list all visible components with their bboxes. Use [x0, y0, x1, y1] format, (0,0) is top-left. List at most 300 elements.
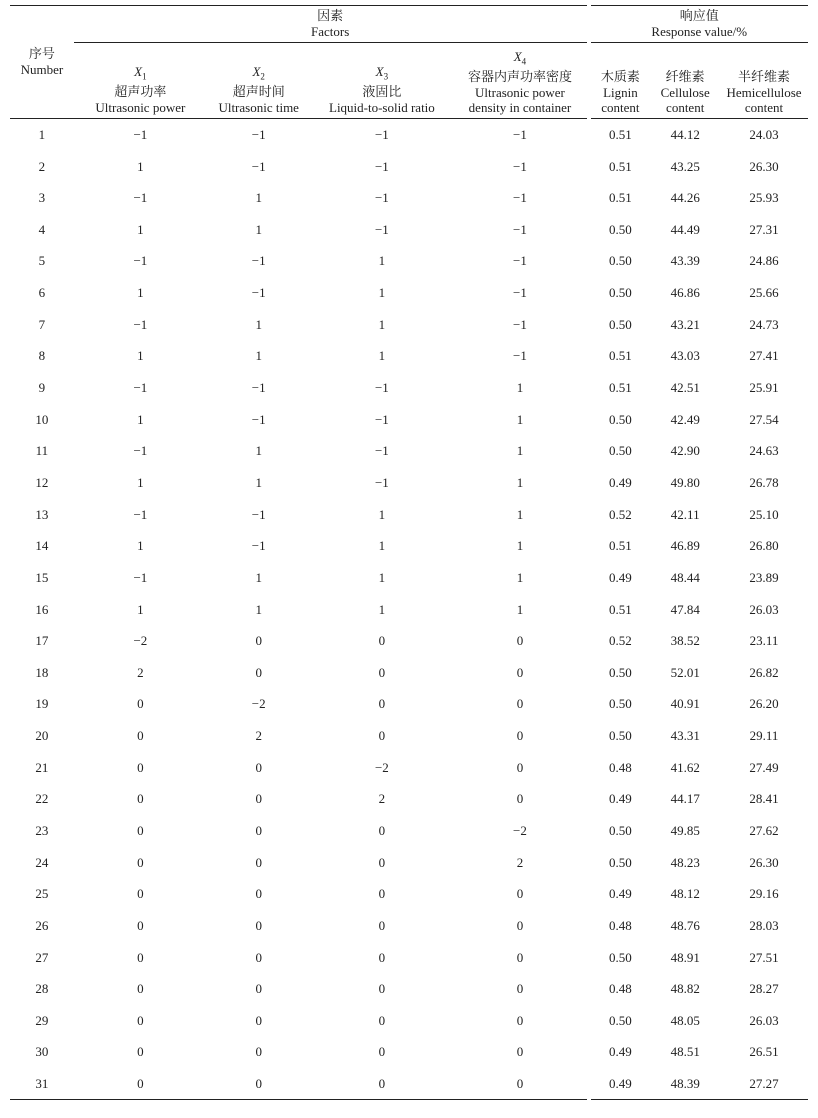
cell-x1: −1	[133, 253, 148, 269]
cell-number: 13	[35, 506, 49, 522]
cell-number: 20	[35, 728, 49, 744]
cell-number: 5	[38, 253, 46, 269]
cell-x1: 0	[137, 728, 144, 744]
table-row	[10, 593, 808, 625]
cell-cellulose: 41.62	[670, 759, 700, 775]
cell-x3: −1	[374, 411, 389, 427]
cell-x1: 1	[137, 538, 144, 554]
table-row	[10, 815, 808, 847]
cell-hemicellulose: 23.11	[749, 633, 779, 649]
cell-lignin: 0.50	[589, 403, 651, 435]
x1-en: Ultrasonic power	[95, 99, 186, 115]
factors-header-en: Factors	[311, 24, 350, 39]
cellulose-cn: 纤维素	[665, 69, 705, 85]
cell-x4: −1	[453, 182, 588, 214]
cell-x2: 1	[255, 190, 262, 206]
cell-x4: 0	[453, 720, 588, 752]
cell-x1: −1	[133, 126, 148, 142]
cell-lignin: 0.50	[589, 277, 651, 309]
cell-x3: 1	[378, 506, 386, 522]
cell-x1: −1	[133, 443, 148, 459]
table-row	[10, 403, 808, 435]
cell-number: 30	[35, 1044, 49, 1060]
cell-cellulose: 48.82	[670, 981, 700, 997]
cell-lignin: 0.48	[589, 973, 651, 1005]
cell-x1: 2	[137, 664, 144, 680]
cell-x2: −1	[251, 411, 266, 427]
cell-cellulose: 42.11	[670, 506, 700, 522]
table-row	[10, 245, 808, 277]
cell-x3: −1	[374, 190, 389, 206]
x1-sub: 1	[142, 71, 147, 82]
cell-x2: 0	[255, 886, 262, 902]
cell-x1: 1	[137, 474, 144, 490]
cell-x1: 0	[137, 1076, 144, 1092]
cell-x4: 1	[453, 562, 588, 594]
cell-x4: −1	[453, 214, 588, 246]
cell-lignin: 0.51	[589, 182, 651, 214]
cell-cellulose: 38.52	[670, 633, 700, 649]
cell-x4: −1	[453, 277, 588, 309]
table-row	[10, 182, 808, 214]
x2-en: Ultrasonic time	[218, 99, 299, 115]
cell-x2: 0	[255, 854, 262, 870]
cell-cellulose: 44.26	[670, 190, 700, 206]
cell-number: 19	[35, 696, 49, 712]
cell-x2: 0	[255, 759, 262, 775]
cell-x3: −1	[374, 126, 389, 142]
cell-lignin: 0.49	[589, 878, 651, 910]
cell-x3: 1	[378, 316, 386, 332]
cell-number: 3	[38, 190, 46, 206]
cell-x1: 0	[137, 1044, 144, 1060]
x4-en2: density in container	[468, 99, 572, 115]
table-row	[10, 973, 808, 1005]
cell-x1: −1	[133, 190, 148, 206]
cell-number: 11	[35, 443, 49, 459]
cellulose-en2: content	[666, 99, 705, 115]
cell-x1: 0	[137, 696, 144, 712]
cell-hemicellulose: 28.03	[749, 917, 779, 933]
response-header-cn: 响应值	[679, 9, 719, 24]
x3-var: X	[375, 64, 384, 79]
lignin-en2: content	[601, 99, 640, 115]
cell-x1: 0	[137, 981, 144, 997]
cell-x3: 1	[378, 285, 386, 301]
cell-x2: 2	[255, 728, 262, 744]
x3-cn: 液固比	[362, 84, 402, 100]
cell-hemicellulose: 24.86	[749, 253, 779, 269]
cell-number: 17	[35, 633, 49, 649]
cell-x3: 0	[378, 696, 386, 712]
cell-cellulose: 43.21	[670, 316, 700, 332]
table-row	[10, 467, 808, 499]
cell-lignin: 0.51	[589, 118, 651, 150]
cell-number: 25	[35, 886, 49, 902]
cell-x1: 0	[137, 949, 144, 965]
cell-x4: 0	[453, 1036, 588, 1068]
factors-header-cn: 因素	[317, 9, 344, 24]
factors-group-header	[74, 6, 589, 43]
x3-header	[310, 43, 453, 119]
cell-x2: −1	[251, 126, 266, 142]
cell-cellulose: 43.31	[670, 728, 700, 744]
cell-cellulose: 48.91	[670, 949, 700, 965]
cell-x2: 0	[255, 949, 262, 965]
hemicellulose-en1: Hemicellulose	[726, 84, 802, 100]
cell-x2: −2	[251, 696, 266, 712]
cell-x1: −1	[133, 380, 148, 396]
cell-x2: 1	[255, 316, 262, 332]
cell-x2: −1	[251, 285, 266, 301]
x1-cn: 超声功率	[114, 84, 167, 100]
cell-hemicellulose: 25.93	[749, 190, 779, 206]
cell-x1: 1	[137, 411, 144, 427]
cell-hemicellulose: 28.41	[749, 791, 779, 807]
cell-lignin: 0.48	[589, 910, 651, 942]
table-row	[10, 656, 808, 688]
table-row	[10, 625, 808, 657]
cell-number: 14	[35, 538, 49, 554]
number-header	[10, 6, 74, 119]
cell-x3: 0	[378, 633, 386, 649]
cell-x4: 0	[453, 973, 588, 1005]
cell-hemicellulose: 25.66	[749, 285, 779, 301]
cell-lignin: 0.50	[589, 941, 651, 973]
cell-hemicellulose: 29.16	[749, 886, 779, 902]
lignin-cn: 木质素	[600, 69, 640, 85]
cell-x1: 1	[137, 285, 144, 301]
table-row	[10, 435, 808, 467]
cell-hemicellulose: 24.63	[749, 443, 779, 459]
cell-x3: 1	[378, 601, 386, 617]
cell-x2: 0	[255, 917, 262, 933]
cell-lignin: 0.50	[589, 720, 651, 752]
cell-x4: 0	[453, 783, 588, 815]
cell-hemicellulose: 27.27	[749, 1076, 779, 1092]
cell-x2: 1	[255, 348, 262, 364]
cell-lignin: 0.50	[589, 656, 651, 688]
cell-lignin: 0.51	[589, 340, 651, 372]
cell-x4: 0	[453, 941, 588, 973]
response-group-header	[589, 6, 808, 43]
cell-x4: −1	[453, 308, 588, 340]
table-row	[10, 118, 808, 150]
cell-hemicellulose: 27.54	[749, 411, 779, 427]
cell-x3: 1	[378, 253, 386, 269]
x2-cn: 超声时间	[232, 84, 285, 100]
lignin-en1: Lignin	[603, 84, 638, 100]
cell-x1: 0	[137, 791, 144, 807]
cell-cellulose: 48.23	[670, 854, 700, 870]
cell-x4: −2	[453, 815, 588, 847]
x4-en1: Ultrasonic power	[475, 84, 565, 100]
cell-cellulose: 48.05	[670, 1012, 700, 1028]
cell-x3: 1	[378, 538, 386, 554]
cell-x2: 0	[255, 1076, 262, 1092]
cell-hemicellulose: 23.89	[749, 569, 779, 585]
table-row	[10, 214, 808, 246]
cell-lignin: 0.50	[589, 214, 651, 246]
cell-x1: −1	[133, 569, 148, 585]
cell-number: 24	[35, 854, 49, 870]
cell-hemicellulose: 28.27	[749, 981, 779, 997]
cell-cellulose: 44.12	[670, 126, 700, 142]
cell-x4: 1	[453, 372, 588, 404]
cell-cellulose: 48.44	[670, 569, 700, 585]
cell-lignin: 0.49	[589, 783, 651, 815]
cell-x3: 0	[378, 981, 386, 997]
cell-cellulose: 43.03	[670, 348, 700, 364]
table-row	[10, 688, 808, 720]
cell-x1: 0	[137, 759, 144, 775]
cell-x2: 0	[255, 823, 262, 838]
cell-x1: 0	[137, 1012, 144, 1028]
cell-cellulose: 52.01	[670, 664, 700, 680]
cell-x3: −1	[374, 158, 389, 174]
cell-lignin: 0.48	[589, 751, 651, 783]
cell-lignin: 0.51	[589, 150, 651, 182]
cell-x3: 0	[378, 664, 386, 680]
cell-number: 26	[35, 917, 49, 933]
table-row	[10, 562, 808, 594]
cell-number: 10	[35, 411, 49, 427]
cell-number: 22	[35, 791, 49, 807]
cell-x1: −1	[133, 316, 148, 332]
cell-x1: 0	[137, 886, 144, 902]
cell-number: 31	[35, 1076, 49, 1092]
x4-var: X	[513, 49, 522, 64]
table-row	[10, 1068, 808, 1100]
cell-hemicellulose: 24.03	[749, 126, 779, 142]
cell-x3: 0	[378, 1044, 386, 1060]
cell-lignin: 0.50	[589, 1005, 651, 1037]
table-row	[10, 340, 808, 372]
cell-lignin: 0.51	[589, 530, 651, 562]
lignin-header	[589, 43, 651, 119]
table-row	[10, 530, 808, 562]
hemicellulose-en2: content	[744, 99, 784, 115]
cell-x1: 0	[137, 854, 144, 870]
cell-x4: −1	[453, 340, 588, 372]
cell-hemicellulose: 27.51	[749, 949, 779, 965]
cellulose-header	[650, 43, 720, 119]
cell-x4: 0	[453, 910, 588, 942]
cell-x3: 0	[378, 917, 386, 933]
number-header-en: Number	[20, 61, 64, 77]
cell-hemicellulose: 26.20	[749, 696, 779, 712]
cell-number: 6	[38, 285, 46, 301]
cell-cellulose: 42.49	[670, 411, 700, 427]
cell-x2: 0	[255, 664, 262, 680]
cell-x3: 0	[378, 949, 386, 965]
cell-hemicellulose: 27.49	[749, 759, 779, 775]
cell-x3: −1	[374, 221, 389, 237]
cell-x1: 1	[137, 221, 144, 237]
cell-cellulose: 44.49	[670, 221, 700, 237]
cell-x3: 0	[378, 1076, 386, 1092]
table-row	[10, 783, 808, 815]
cell-cellulose: 43.39	[670, 253, 700, 269]
cell-number: 16	[35, 601, 49, 617]
cell-x2: −1	[251, 506, 266, 522]
cell-x1: 1	[137, 348, 144, 364]
cell-x3: −1	[374, 474, 389, 490]
cell-x2: −1	[251, 380, 266, 396]
cell-x2: 0	[255, 1012, 262, 1028]
table-row	[10, 1036, 808, 1068]
cell-cellulose: 43.25	[670, 158, 700, 174]
cell-hemicellulose: 26.30	[749, 854, 779, 870]
cell-cellulose: 40.91	[670, 696, 700, 712]
cell-number: 12	[35, 474, 49, 490]
table-row	[10, 498, 808, 530]
cell-x2: 0	[255, 981, 262, 997]
cell-lignin: 0.50	[589, 435, 651, 467]
cell-x4: 0	[453, 1068, 588, 1100]
x1-symbol	[74, 64, 207, 85]
cell-x4: 0	[453, 625, 588, 657]
cell-x3: 1	[378, 348, 386, 364]
cell-cellulose: 42.51	[670, 380, 700, 396]
cell-x3: 0	[378, 1012, 386, 1028]
cell-number: 23	[35, 823, 49, 838]
cell-x3: 0	[378, 823, 386, 838]
cell-x4: 1	[453, 593, 588, 625]
cell-x4: 0	[453, 688, 588, 720]
cell-x3: 0	[378, 728, 386, 744]
cell-lignin: 0.50	[589, 815, 651, 847]
table-row	[10, 910, 808, 942]
cell-number: 21	[35, 759, 49, 775]
cell-x4: −1	[453, 150, 588, 182]
table-row	[10, 308, 808, 340]
cell-hemicellulose: 26.03	[749, 1012, 779, 1028]
cell-x2: −1	[251, 538, 266, 554]
cell-x2: 0	[255, 1044, 262, 1060]
cell-x4: 0	[453, 878, 588, 910]
cell-number: 27	[35, 949, 49, 965]
cell-x2: 1	[255, 601, 262, 617]
cell-x4: 0	[453, 656, 588, 688]
cell-number: 18	[35, 664, 49, 680]
table-row	[10, 277, 808, 309]
cell-number: 28	[35, 981, 49, 997]
cell-cellulose: 46.86	[670, 285, 700, 301]
x4-header	[453, 43, 588, 119]
cell-number: 8	[38, 348, 46, 364]
x3-sub: 3	[383, 71, 389, 82]
cell-x4: 1	[453, 435, 588, 467]
table-row	[10, 1005, 808, 1037]
cell-lignin: 0.49	[589, 467, 651, 499]
cell-x3: −2	[374, 759, 389, 775]
x1-var: X	[134, 64, 143, 79]
cell-number: 4	[38, 221, 46, 237]
cell-cellulose: 49.80	[670, 474, 700, 490]
cell-x2: 0	[255, 633, 262, 649]
table-row	[10, 941, 808, 973]
cell-x2: 1	[255, 569, 262, 585]
cell-hemicellulose: 26.30	[749, 158, 779, 174]
cell-lignin: 0.50	[589, 688, 651, 720]
x2-sub: 2	[260, 71, 265, 82]
cell-cellulose: 49.85	[670, 823, 700, 838]
cell-x2: 1	[255, 443, 262, 459]
experiment-design-table	[10, 5, 808, 1100]
table-row	[10, 751, 808, 783]
x4-symbol	[453, 49, 586, 70]
cell-number: 2	[38, 158, 46, 174]
table-row	[10, 150, 808, 182]
x4-sub: 4	[521, 56, 527, 67]
cell-cellulose: 48.12	[670, 886, 700, 902]
x3-en: Liquid-to-solid ratio	[329, 99, 435, 115]
cell-x3: −1	[374, 380, 389, 396]
cell-hemicellulose: 24.73	[749, 316, 779, 332]
cell-number: 15	[35, 569, 49, 585]
cell-hemicellulose: 25.10	[749, 506, 779, 522]
cell-x1: −1	[133, 506, 148, 522]
cell-number: 29	[35, 1012, 49, 1028]
table-row	[10, 878, 808, 910]
cell-hemicellulose: 26.51	[749, 1044, 779, 1060]
cell-x1: −2	[133, 633, 148, 649]
cell-cellulose: 48.76	[670, 917, 700, 933]
cell-lignin: 0.50	[589, 245, 651, 277]
cell-hemicellulose: 26.78	[749, 474, 779, 490]
cell-x4: 1	[453, 467, 588, 499]
cell-x4: 0	[453, 751, 588, 783]
cell-lignin: 0.49	[589, 1036, 651, 1068]
cell-lignin: 0.51	[589, 372, 651, 404]
cell-hemicellulose: 29.11	[749, 728, 779, 744]
cell-hemicellulose: 26.80	[749, 538, 779, 554]
x2-symbol	[207, 64, 310, 85]
cell-number: 9	[38, 380, 46, 396]
cell-lignin: 0.50	[589, 846, 651, 878]
cell-x1: 0	[137, 823, 144, 838]
cell-lignin: 0.49	[589, 1068, 651, 1100]
cell-x3: 0	[378, 854, 386, 870]
cell-cellulose: 44.17	[670, 791, 700, 807]
cell-x4: −1	[453, 245, 588, 277]
cell-cellulose: 48.39	[670, 1076, 700, 1092]
cell-x1: 1	[137, 158, 144, 174]
cell-x2: 1	[255, 221, 262, 237]
table-row	[10, 846, 808, 878]
cell-hemicellulose: 26.82	[749, 664, 779, 680]
cell-cellulose: 48.51	[670, 1044, 700, 1060]
hemicellulose-header	[720, 43, 808, 119]
cell-x4: 0	[453, 1005, 588, 1037]
cell-x4: 1	[453, 498, 588, 530]
table-row	[10, 372, 808, 404]
cell-x2: −1	[251, 253, 266, 269]
number-header-cn: 序号	[28, 46, 55, 62]
cell-number: 1	[38, 126, 46, 142]
cell-x2: −1	[251, 158, 266, 174]
x3-symbol	[310, 64, 453, 85]
cell-number: 7	[38, 316, 46, 332]
cell-x4: 2	[453, 846, 588, 878]
cell-x3: 1	[378, 569, 386, 585]
cell-x3: 0	[378, 886, 386, 902]
cell-x2: 1	[255, 474, 262, 490]
cell-lignin: 0.49	[589, 562, 651, 594]
cell-hemicellulose: 27.31	[749, 221, 779, 237]
cell-x4: 1	[453, 403, 588, 435]
